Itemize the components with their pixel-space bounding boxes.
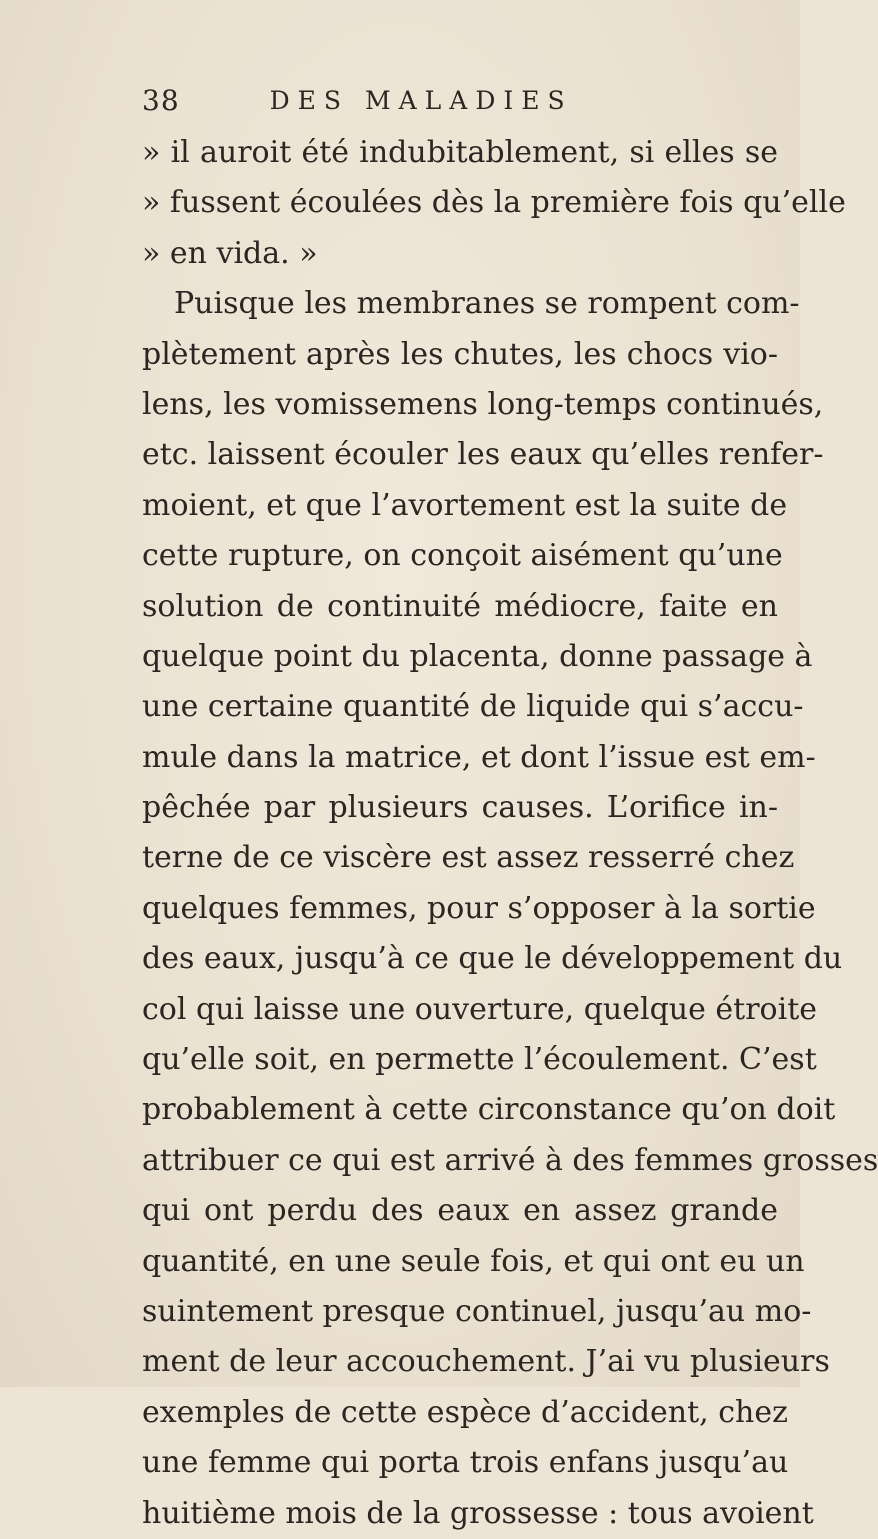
text-line: attribuer ce qui est arrivé à des femmes grosses [142, 1142, 878, 1178]
text-line: huitième mois de la grossesse : tous avoient [142, 1495, 814, 1531]
page-header [142, 80, 662, 120]
text-line: pêchée par plusieurs causes. L’orifice in- [142, 790, 778, 826]
text-line: qu’elle soit, en permette l’écoulement. C’est [142, 1042, 817, 1078]
text-line: moient, et que l’avortement est la suite de [142, 487, 788, 523]
text-line: plètement après les chutes, les chocs vio- [142, 336, 778, 372]
body-text [142, 128, 878, 1539]
text-line: solution de continuité médiocre, faite en [142, 588, 778, 624]
text-line: » en vida. » [142, 235, 318, 271]
text-line: » il auroit été indubitablement, si elles se [142, 135, 778, 170]
text-line: des eaux, jusqu’à ce que le développement du [142, 941, 843, 977]
text-line: etc. laissent écouler les eaux qu’elles renfer- [142, 437, 824, 473]
text-line: ment de leur accouchement. J’ai vu plusieurs [142, 1344, 830, 1380]
text-line: suintement presque continuel, jusqu’au mo- [142, 1293, 812, 1329]
text-line: qui ont perdu des eaux en assez grande [142, 1193, 778, 1229]
text-line: » fussent écoulées dès la première fois qu’elle [142, 185, 846, 221]
running-head: DES MALADIES [269, 85, 573, 115]
text-line: col qui laisse une ouverture, quelque étroite [142, 991, 818, 1027]
text-line: lens, les vomissemens long-temps continués, [142, 386, 824, 422]
text-line: une certaine quantité de liquide qui s’accu- [142, 689, 804, 725]
text-line: probablement à cette circonstance qu’on doit [142, 1092, 836, 1128]
page-number: 38 [142, 83, 180, 117]
text-line: quelques femmes, pour s’opposer à la sortie [142, 890, 816, 926]
text-line: quelque point du placenta, donne passage à [142, 638, 813, 674]
text-line: quantité, en une seule fois, et qui ont eu un [142, 1243, 805, 1279]
text-line: une femme qui porta trois enfans jusqu’au [142, 1445, 789, 1481]
text-line: exemples de cette espèce d’accident, chez [142, 1394, 788, 1430]
paragraph-start-line: Puisque les membranes se rompent com- [174, 286, 800, 322]
text-line: terne de ce viscère est assez resserré chez [142, 840, 795, 876]
text-line: cette rupture, on conçoit aisément qu’une [142, 538, 783, 574]
text-line: mule dans la matrice, et dont l’issue est em- [142, 739, 816, 775]
